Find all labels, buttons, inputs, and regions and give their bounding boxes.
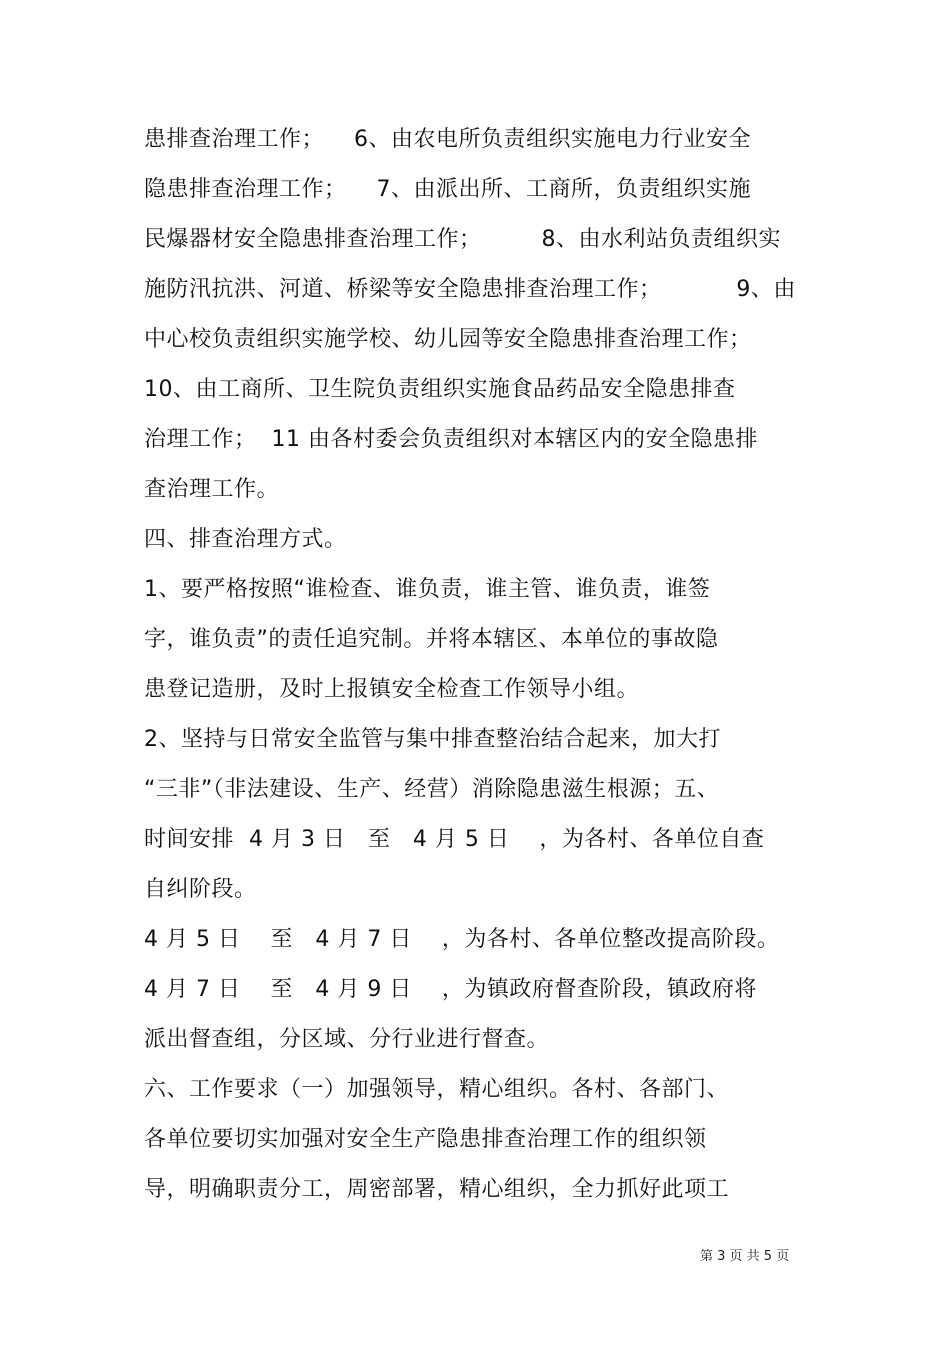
body-line: 患登记造册，及时上报镇安全检查工作领导小组。	[144, 677, 640, 702]
body-line: 派出督查组，分区域、分行业进行督查。	[144, 1027, 550, 1052]
page-number: 第 3 页 共 5 页	[700, 1249, 790, 1264]
body-line: 民爆器材安全隐患排查治理工作； 8、由水利站负责组织实	[144, 227, 781, 252]
body-line: 10、由工商所、卫生院负责组织实施食品药品安全隐患排查	[144, 377, 736, 402]
body-line: 隐患排查治理工作； 7、由派出所、工商所，负责组织实施	[144, 177, 751, 202]
body-line: 1、要严格按照“谁检查、谁负责，谁主管、谁负责，谁签	[144, 577, 711, 602]
body-line: 中心校负责组织实施学校、幼儿园等安全隐患排查治理工作；	[144, 327, 752, 352]
body-line: 治理工作； 11 由各村委会负责组织对本辖区内的安全隐患排	[144, 427, 758, 452]
section-heading: 六、工作要求（一）加强领导，精心组织。各村、各部门、	[144, 1077, 730, 1102]
body-line: 4 月 5 日 至 4 月 7 日 ，为各村、各单位整改提高阶段。	[144, 927, 780, 952]
body-line: 4 月 7 日 至 4 月 9 日 ，为镇政府督查阶段，镇政府将	[144, 977, 757, 1002]
body-line: 施防汛抗洪、河道、桥梁等安全隐患排查治理工作； 9、由	[144, 277, 796, 302]
body-line: “三非”（非法建设、生产、经营）消除隐患滋生根源；五、	[144, 777, 720, 802]
body-line: 2、坚持与日常安全监管与集中排查整治结合起来，加大打	[144, 727, 721, 752]
body-line: 各单位要切实加强对安全生产隐患排查治理工作的组织领	[144, 1127, 707, 1152]
body-line: 字，谁负责”的责任追究制。并将本辖区、本单位的事故隐	[144, 627, 719, 652]
body-line: 时间安排 4 月 3 日 至 4 月 5 日 ，为各村、各单位自查	[144, 827, 765, 852]
section-heading: 四、排查治理方式。	[144, 527, 347, 552]
body-line: 查治理工作。	[144, 477, 280, 502]
body-line: 患排查治理工作； 6、由农电所负责组织实施电力行业安全	[144, 127, 751, 152]
body-line: 自纠阶段。	[144, 877, 257, 902]
body-line: 导，明确职责分工，周密部署，精心组织，全力抓好此项工	[144, 1177, 730, 1202]
